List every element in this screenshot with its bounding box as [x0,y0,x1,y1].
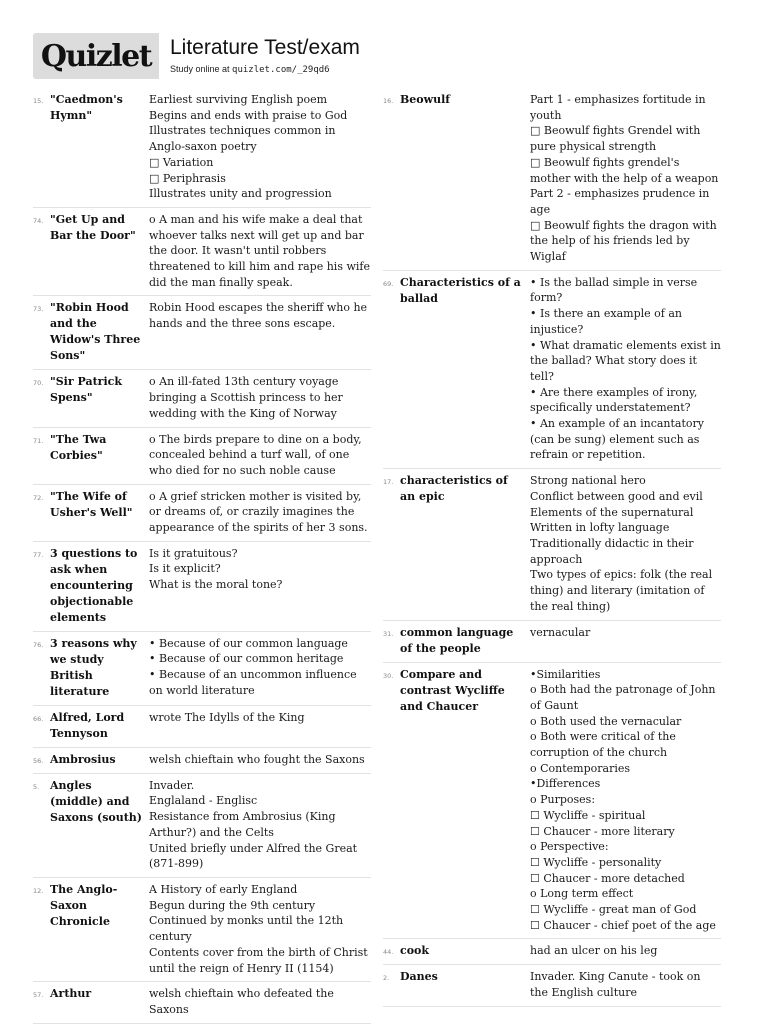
card-number: 31. [383,629,394,638]
definition-line: □ Variation [149,155,214,169]
page-title: Literature Test/exam [170,36,360,59]
definition-line: • Are there examples of irony, specifically understatement? [530,385,698,415]
card-number: 72. [33,493,44,502]
definition-line: o Both were critical of the corruption of the church [530,730,676,760]
card-definition [149,710,371,742]
definition-line: Elements of the supernatural [530,505,694,519]
definition-line: United briefly under Alfred the Great (871-899) [149,841,358,871]
flashcard-row [33,485,371,542]
definition-line: Two types of epics: folk (the real thing) and literary (imitation of the real thing) [530,568,713,613]
definition-line: □ Beowulf fights Grendel with pure physical strength [530,124,701,154]
definition-line: Strong national hero [530,474,646,488]
card-number: 17. [383,478,394,487]
definition-line: Invader. King Canute - took on the English culture [530,970,701,1000]
card-definition [149,752,371,768]
card-definition [149,300,371,364]
card-number: 70. [33,379,44,388]
card-term: Compare and contrast Wycliffe and Chaucer [400,667,505,713]
flashcard-row [33,632,371,706]
card-number: 73. [33,305,44,314]
page-header [33,33,733,80]
definition-line: Begun during the 9th century [149,898,316,912]
card-definition [149,489,371,536]
card-number: 15. [33,97,44,105]
card-number: 76. [33,640,44,649]
definition-line: Part 2 - emphasizes prudence in age [530,187,710,216]
card-number: 5. [33,782,40,791]
card-term: characteristics of an epic [400,474,508,504]
card-number: 44. [383,948,394,957]
card-term: common language of the people [400,625,514,655]
definition-line: ☐ Chaucer - more literary [530,824,675,838]
definition-line: Resistance from Ambrosius (King Arthur?) and the Celts [149,810,336,839]
definition-line: o The birds prepare to dine on a body, concealed behind a turf wall, of one who died for no such noble cause [149,432,362,477]
flashcard-row [383,965,721,1006]
card-number: 16. [383,97,394,105]
card-term: Beowulf [400,93,451,106]
flashcard-row [33,748,371,774]
definition-line: ☐ Chaucer - chief poet of the age [530,918,716,932]
definition-line: • What dramatic elements exist in the ballad? What story does it tell? [530,338,721,383]
definition-line: Is it gratuitous? [149,546,238,560]
card-definition [149,546,371,626]
card-definition [149,882,371,976]
definition-line: o Both had the patronage of John of Gaunt [530,683,716,712]
definition-line: o Perspective: [530,840,609,854]
card-term: "Robin Hood and the Widow's Three Sons" [50,301,141,363]
definition-line: Written in lofty language [530,521,670,535]
card-number: 30. [383,671,394,680]
definition-line: Contents cover from the birth of Christ until the reign of Henry II (1154) [149,945,368,975]
card-definition [530,943,721,959]
card-number: 74. [33,216,44,225]
card-definition [530,92,721,265]
definition-line: o Long term effect [530,887,634,901]
card-definition [149,778,371,872]
flashcard-row [383,939,721,965]
flashcard-row [383,469,721,620]
card-term: "Sir Patrick Spens" [50,375,122,405]
flashcard-row [33,296,371,370]
card-term: "Caedmon's Hymn" [50,93,123,122]
definition-line: Begins and ends with praise to God [149,108,348,122]
flashcard-row [33,878,371,982]
card-definition [530,667,721,934]
definition-line: welsh chieftain who defeated the Saxons [149,987,334,1016]
card-number: 57. [33,991,44,1000]
card-definition [149,92,371,202]
card-term: 3 questions to ask when encountering objectionable elements [50,546,138,624]
card-number: 56. [33,756,44,765]
definition-line: □ Beowulf fights the dragon with the help of his friends led by Wiglaf [530,218,717,264]
flashcard-row [33,370,371,427]
definition-line: vernacular [530,625,591,639]
definition-line: o A grief stricken mother is visited by, or dreams of, or crazily imagines the appearance of the spirits of her 3 sons. [149,489,368,535]
flashcard-row [33,982,371,1023]
card-term: Ambrosius [50,752,116,766]
card-term: The Anglo-Saxon Chronicle [50,882,118,928]
definition-line: • Because of our common heritage [149,652,344,666]
flashcard-row [383,663,721,940]
definition-line: Robin Hood escapes the sheriff who he hands and the three sons escape. [149,301,368,331]
card-term: Characteristics of a ballad [400,275,521,305]
definition-line: ☐ Wycliffe - great man of God [530,903,697,917]
card-number: 71. [33,436,44,445]
definition-line: ☐ Chaucer - more detached [530,871,685,885]
card-term: Angles (middle) and Saxons (south) [50,778,143,824]
definition-line: o Both used the vernacular [530,714,682,728]
definition-line: Traditionally didactic in their approach [530,536,694,566]
card-number: 2. [383,974,390,983]
card-number: 69. [383,279,394,288]
quizlet-logo[interactable]: Quizlet [33,33,159,79]
card-term: "The Twa Corbies" [50,432,107,462]
left-column [33,88,371,1024]
definition-line: • Is there an example of an injustice? [530,307,682,336]
definition-line: o A man and his wife make a deal that whoever talks next will get up and bar the door. It wasn't until robbers threatened to kill him and rape his wife did the man finally speak. [149,212,370,289]
card-term: Alfred, Lord Tennyson [50,710,125,740]
definition-line: □ Beowulf fights grendel's mother with the help of a weapon [530,155,719,185]
flashcard-row [383,271,721,469]
right-column [383,88,721,1007]
page-subtitle [170,64,330,75]
definition-line: What is the moral tone? [149,578,283,592]
definition-line: o An ill-fated 13th century voyage bringing a Scottish princess to her wedding with the King of Norway [149,375,343,420]
card-definition [149,636,371,700]
definition-line: Is it explicit? [149,562,221,576]
flashcard-row [33,88,371,208]
definition-line: •Differences [530,777,601,791]
definition-line: Earliest surviving English poem [149,93,328,106]
flashcard-row [383,88,721,271]
definition-line: had an ulcer on his leg [530,944,658,958]
definition-line: ☐ Wycliffe - personality [530,855,662,869]
definition-line: • Because of our common language [149,636,348,650]
definition-line: Invader. [149,778,195,792]
definition-line: Illustrates techniques common in Anglo-saxon poetry [149,124,336,154]
definition-line: welsh chieftain who fought the Saxons [149,752,365,766]
card-number: 12. [33,886,44,895]
definition-line: • Is the ballad simple in verse form? [530,275,698,305]
definition-line: o Purposes: [530,793,596,807]
subtitle-prefix: Study online at [170,64,233,74]
card-definition [530,969,721,1000]
definition-line: Conflict between good and evil [530,489,703,503]
flashcard-row [33,542,371,632]
flashcard-row [33,208,371,297]
card-definition [149,212,371,291]
card-term: "Get Up and Bar the Door" [50,212,136,242]
card-definition [530,625,721,657]
definition-line: Part 1 - emphasizes fortitude in youth [530,93,706,122]
card-definition [149,432,371,479]
card-number: 77. [33,550,44,559]
definition-line: Continued by monks until the 12th century [149,914,344,944]
card-term: "The Wife of Usher's Well" [50,489,133,519]
flashcard-row [33,428,371,485]
definition-line: Englaland - Englisc [149,794,258,808]
definition-line: • Because of an uncommon influence on world literature [149,668,357,697]
card-term: cook [400,944,429,958]
definition-line: wrote The Idylls of the King [149,710,305,724]
card-term: Arthur [50,987,92,1001]
card-definition [149,986,371,1017]
card-number: 66. [33,714,44,723]
definition-line: ☐ Wycliffe - spiritual [530,808,646,822]
card-definition [149,374,371,421]
study-link[interactable]: quizlet.com/_29qd6 [232,65,330,75]
definition-line: A History of early England [149,882,298,896]
card-term: Danes [400,970,438,984]
definition-line: • An example of an incantatory (can be sung) element such as refrain or repetition. [530,417,705,462]
definition-line: o Contemporaries [530,761,631,775]
flashcard-row [33,774,371,878]
card-term: 3 reasons why we study British literature [50,636,137,698]
definition-line: Illustrates unity and progression [149,187,332,201]
definition-line: •Similarities [530,667,601,681]
flashcard-row [33,706,371,748]
definition-line: □ Periphrasis [149,171,226,185]
card-definition [530,473,721,614]
flashcard-row [383,621,721,663]
card-definition [530,275,721,463]
